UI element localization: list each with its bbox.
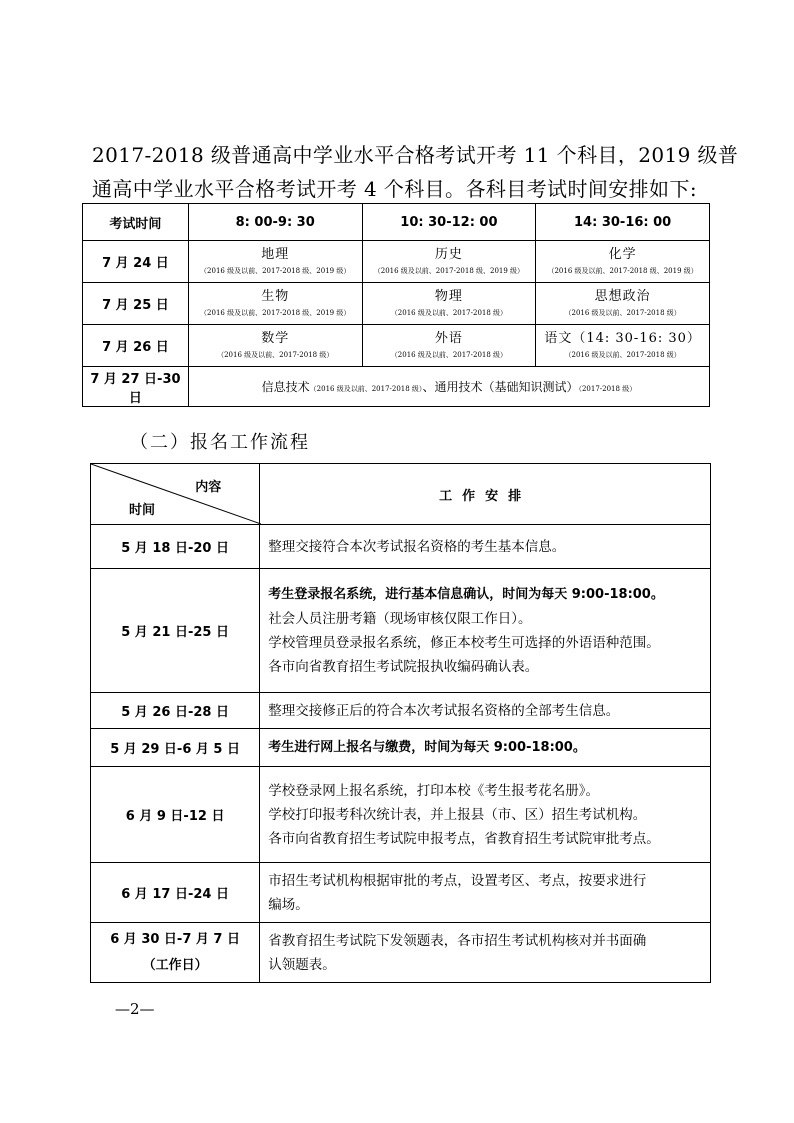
work-line: 市招生考试机构根据审批的考点，设置考区、考点，按要求进行 bbox=[268, 872, 647, 889]
process-time: 6 月 17 日-24 日 bbox=[91, 863, 260, 923]
subject-name: 外语 bbox=[434, 330, 463, 346]
schedule-row bbox=[83, 325, 710, 367]
subject-name: 历史 bbox=[434, 246, 463, 262]
work-line-bold: 考生登录报名系统，进行基本信息确认，时间为每天 9:00-18:00。 bbox=[268, 587, 664, 602]
it-subject: 信息技术 bbox=[261, 380, 310, 394]
schedule-cell bbox=[188, 241, 362, 283]
work-line: 学校管理员登录报名系统，修正本校考生可选择的外语语种范围。 bbox=[268, 635, 660, 651]
schedule-cell bbox=[536, 325, 710, 367]
schedule-cell bbox=[188, 283, 362, 325]
subject-note: （2016 级及以前、2017-2018 级） bbox=[390, 308, 508, 317]
work-line: 学校打印报考科次统计表，并上报县（市、区）招生考试机构。 bbox=[268, 806, 647, 823]
work-line: 编场。 bbox=[268, 896, 309, 913]
process-time: 5 月 26 日-28 日 bbox=[91, 693, 260, 729]
process-work bbox=[260, 923, 711, 983]
diagonal-header-cell bbox=[91, 464, 260, 525]
schedule-row bbox=[83, 283, 710, 325]
header-exam-time: 考试时间 bbox=[83, 204, 189, 241]
exam-schedule-table bbox=[82, 203, 710, 407]
subject-note: （2016 级及以前、2017-2018 级） bbox=[564, 350, 681, 359]
process-work bbox=[260, 863, 711, 923]
process-row bbox=[91, 923, 711, 983]
subject-name: 地理 bbox=[261, 246, 290, 262]
schedule-date: 7 月 24 日 bbox=[83, 241, 189, 283]
work-line: 整理交接修正后的符合本次考试报名资格的全部考生信息。 bbox=[268, 702, 620, 719]
process-row bbox=[91, 569, 711, 693]
work-line: 各市向省教育招生考试院申报考点，省教育招生考试院审批考点。 bbox=[268, 830, 660, 847]
header-slot-1: 8: 00-9: 30 bbox=[188, 204, 362, 241]
process-work bbox=[260, 729, 711, 767]
subject-note: （2016 级及以前、2017-2018 级、2019 级） bbox=[200, 266, 351, 275]
intro-paragraph bbox=[92, 138, 739, 206]
work-line: 认领题表。 bbox=[268, 956, 336, 973]
subject-name: 语文（14: 30-16: 30） bbox=[544, 330, 701, 346]
header-slot-3: 14: 30-16: 00 bbox=[536, 204, 710, 241]
work-line: 整理交接符合本次考试报名资格的考生基本信息。 bbox=[268, 538, 566, 555]
subject-note: （2016 级及以前、2017-2018 级、2019 级） bbox=[547, 266, 698, 275]
section-heading: （二）报名工作流程 bbox=[130, 432, 310, 453]
schedule-row-tech bbox=[83, 367, 710, 407]
subject-name: 思想政治 bbox=[594, 288, 651, 304]
process-time: 5 月 18 日-20 日 bbox=[91, 525, 260, 569]
subject-name: 数学 bbox=[261, 330, 290, 346]
schedule-date: 7 月 27 日-30 日 bbox=[83, 367, 189, 407]
process-time bbox=[91, 923, 260, 983]
schedule-row bbox=[83, 241, 710, 283]
process-row bbox=[91, 767, 711, 863]
tech-subjects-cell bbox=[188, 367, 709, 407]
schedule-cell bbox=[362, 283, 536, 325]
process-time: 6 月 9 日-12 日 bbox=[91, 767, 260, 863]
corner-time-label: 时间 bbox=[129, 503, 156, 518]
header-slot-2: 10: 30-12: 00 bbox=[362, 204, 536, 241]
process-row bbox=[91, 729, 711, 767]
it-note: （2016 级及以前、2017-2018 级） bbox=[309, 385, 423, 393]
intro-line-1: 2017-2018 级普通高中学业水平合格考试开考 11 个科目，2019 级普 bbox=[92, 143, 739, 167]
process-time-line: 6 月 30 日-7 月 7 日 bbox=[110, 931, 240, 947]
process-row bbox=[91, 863, 711, 923]
subject-note: （2016 级及以前、2017-2018 级、2019 级） bbox=[373, 266, 525, 275]
schedule-date: 7 月 26 日 bbox=[83, 325, 189, 367]
process-row bbox=[91, 693, 711, 729]
process-header-row bbox=[91, 464, 711, 525]
schedule-cell bbox=[362, 241, 536, 283]
tech-note: （2017-2018 级） bbox=[578, 385, 637, 393]
subject-name: 生物 bbox=[261, 288, 290, 304]
tech-subject: 通用技术（基础知识测试） bbox=[434, 380, 579, 394]
schedule-date: 7 月 25 日 bbox=[83, 283, 189, 325]
schedule-cell bbox=[188, 325, 362, 367]
process-work bbox=[260, 693, 711, 729]
subject-note: （2016 级及以前、2017-2018 级） bbox=[217, 350, 334, 359]
work-line-bold: 考生进行网上报名与缴费，时间为每天 9:00-18:00。 bbox=[268, 740, 586, 755]
process-row bbox=[91, 525, 711, 569]
work-arrangement-header: 工作安排 bbox=[260, 464, 711, 525]
work-line: 学校登录网上报名系统，打印本校《考生报考花名册》。 bbox=[268, 782, 599, 799]
process-work bbox=[260, 525, 711, 569]
registration-process-table bbox=[90, 463, 711, 983]
subject-note: （2016 级及以前、2017-2018 级） bbox=[390, 350, 508, 359]
schedule-cell bbox=[536, 241, 710, 283]
process-work bbox=[260, 767, 711, 863]
process-time: 5 月 21 日-25 日 bbox=[91, 569, 260, 693]
work-line: 各市向省教育招生考试院报执收编码确认表。 bbox=[268, 659, 539, 675]
page-number: —2— bbox=[115, 1000, 155, 1018]
intro-line-2: 通高中学业水平合格考试开考 4 个科目。各科目考试时间安排如下: bbox=[92, 177, 697, 201]
corner-content-label: 内容 bbox=[195, 480, 222, 495]
work-line: 省教育招生考试院下发领题表，各市招生考试机构核对并书面确 bbox=[268, 932, 647, 949]
work-line: 社会人员注册考籍（现场审核仅限工作日）。 bbox=[268, 611, 532, 627]
subject-note: （2016 级及以前、2017-2018 级、2019 级） bbox=[200, 308, 351, 317]
subject-note: （2016 级及以前、2017-2018 级） bbox=[564, 308, 681, 317]
subject-name: 化学 bbox=[608, 246, 637, 262]
subject-name: 物理 bbox=[434, 288, 463, 304]
schedule-cell bbox=[536, 283, 710, 325]
schedule-header-row bbox=[83, 204, 710, 241]
process-work bbox=[260, 569, 711, 693]
process-time: 5 月 29 日-6 月 5 日 bbox=[91, 729, 260, 767]
process-time-note: （工作日） bbox=[142, 957, 208, 973]
schedule-cell bbox=[362, 325, 536, 367]
separator: 、 bbox=[422, 380, 435, 394]
diagonal-line bbox=[91, 464, 261, 524]
